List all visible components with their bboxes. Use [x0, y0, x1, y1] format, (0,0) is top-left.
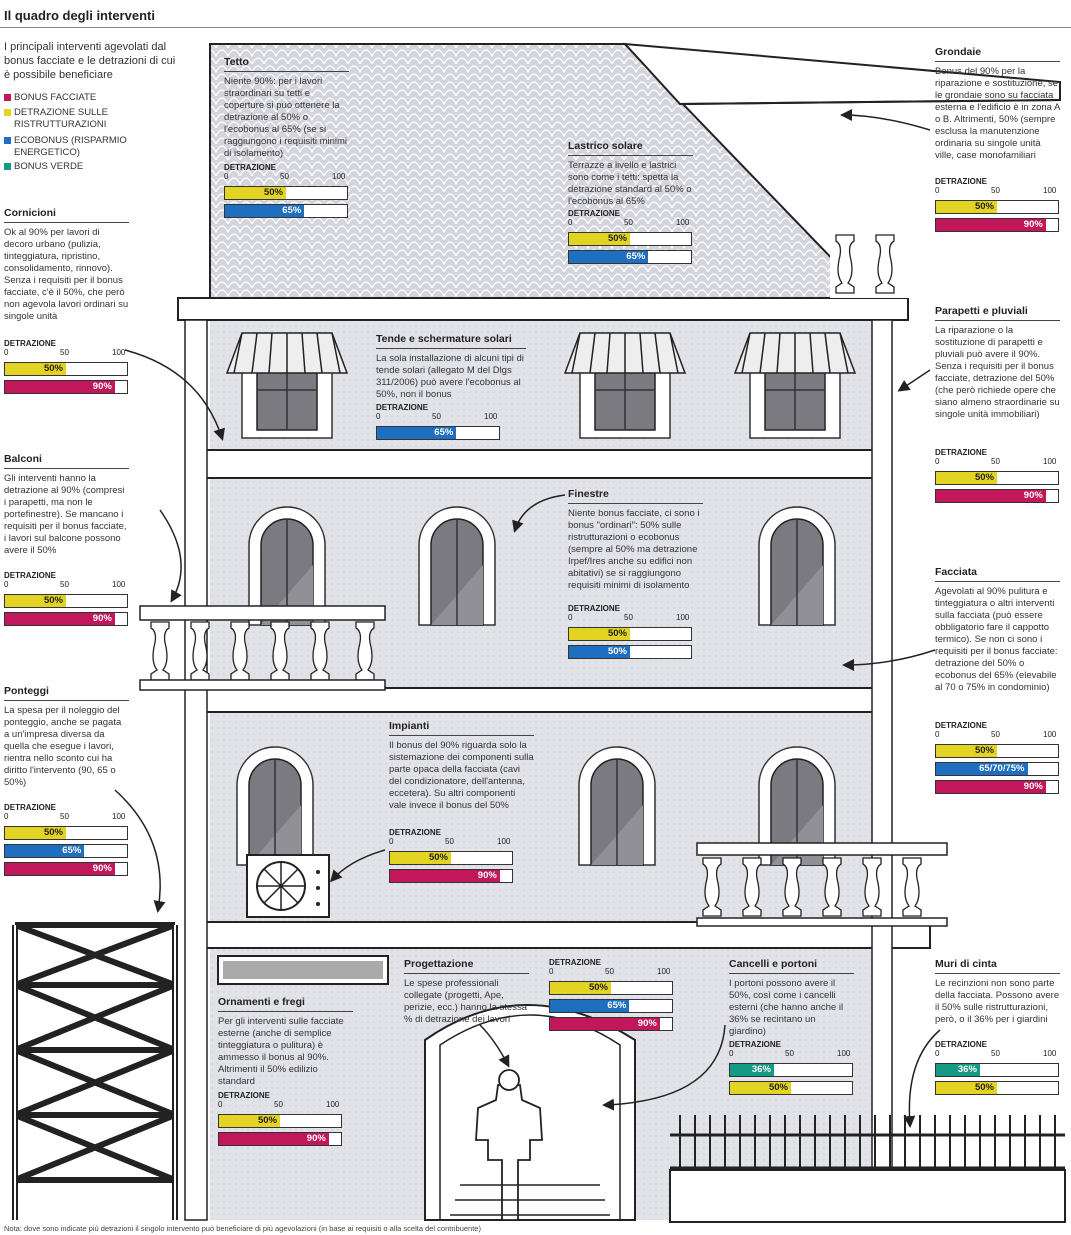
callout-text: Le spese professionali collegate (progetti, Ape, perizie, ecc.) hanno la stessa % di detrazione dei lavori — [404, 978, 528, 1025]
callout-text: I portoni possono avere il 50%, così come i cancelli esterni (che hanno anche il 36% se recintano un giardino) — [729, 978, 844, 1037]
bar-ristrutturazioni — [4, 826, 128, 840]
bar-value-label: 50% — [257, 1115, 277, 1126]
bar-bonus_facciate — [4, 380, 128, 394]
callout-title: Balconi — [4, 453, 129, 469]
legend-item-bonus-verde: BONUS VERDE — [4, 161, 83, 173]
bar-value-label: 50% — [43, 363, 63, 374]
bar-ecobonus — [376, 426, 500, 440]
scale-tick-label: 50 — [624, 613, 633, 622]
bar-value-label: 90% — [1023, 219, 1043, 230]
bar-bonus_facciate — [549, 1017, 673, 1031]
bar-scale — [935, 730, 1059, 740]
scale-tick-label: 50 — [60, 348, 69, 357]
detrazione-label: DETRAZIONE — [218, 1091, 270, 1100]
scale-tick-label: 0 — [389, 837, 394, 846]
detrazione-label: DETRAZIONE — [549, 958, 601, 967]
scale-tick-label: 100 — [326, 1100, 340, 1109]
detrazione-label: DETRAZIONE — [4, 339, 56, 348]
callout-text: Le recinzioni non sono parte della facciata. Possono avere il 50% sulle ristrutturazioni, però, o il 36% per i giardini — [935, 978, 1060, 1025]
bar-value-label: 50% — [607, 628, 627, 639]
scale-tick-label: 0 — [549, 967, 554, 976]
scale-tick-label: 100 — [1043, 186, 1057, 195]
scale-tick-label: 100 — [837, 1049, 851, 1058]
detrazione-label: DETRAZIONE — [4, 571, 56, 580]
bars-cornicioni — [4, 339, 128, 394]
bar-ristrutturazioni — [218, 1114, 342, 1128]
footnote: Nota: dove sono indicate più detrazioni il singolo intervento può beneficiare di più agevolazioni (in base ai requisiti o alla scelta del contribuente) — [4, 1224, 481, 1233]
callout-title: Ponteggi — [4, 685, 129, 701]
legend-item-bonus-facciate: BONUS FACCIATE — [4, 92, 96, 104]
bar-verde — [935, 1063, 1059, 1077]
scale-tick-label: 50 — [445, 837, 454, 846]
callout-text: Terrazze a livello e lastrici sono come i tetti: spetta la detrazione standard al 50% o l'ecobonus al 65% — [568, 160, 692, 207]
scale-tick-label: 50 — [280, 172, 289, 181]
bars-facciata — [935, 721, 1059, 794]
scale-tick-label: 0 — [224, 172, 229, 181]
bar-ecobonus — [568, 250, 692, 264]
bars-muri — [935, 1040, 1059, 1095]
bar-value-label: 90% — [1023, 490, 1043, 501]
callout-title: Parapetti e pluviali — [935, 305, 1060, 321]
callout-title: Progettazione — [404, 958, 529, 974]
scale-tick-label: 0 — [4, 812, 9, 821]
bar-ristrutturazioni — [935, 1081, 1059, 1095]
scale-tick-label: 50 — [991, 1049, 1000, 1058]
bar-scale — [549, 967, 673, 977]
bar-scale — [935, 186, 1059, 196]
bar-scale — [568, 613, 692, 623]
bar-scale — [4, 812, 128, 822]
bar-value-label: 50% — [607, 646, 627, 657]
bar-value-label: 90% — [637, 1018, 657, 1029]
bar-value-label: 50% — [768, 1082, 788, 1093]
bar-ristrutturazioni — [568, 232, 692, 246]
bar-value-label: 50% — [974, 201, 994, 212]
bar-scale — [568, 218, 692, 228]
bar-ristrutturazioni — [935, 744, 1059, 758]
callout-text: Bonus del 90% per la riparazione e sostituzione, se le grondaie sono su facciata esterna e l'edificio è in zona A o B. Altrimenti, 50% (sempre esclusa la manutenzione ordinaria su singole unità ville, case monofamiliari — [935, 66, 1060, 161]
bars-ornamenti — [218, 1091, 342, 1146]
scale-tick-label: 0 — [568, 613, 573, 622]
bar-ristrutturazioni — [549, 981, 673, 995]
callout-title: Tetto — [224, 56, 349, 72]
scale-tick-label: 0 — [729, 1049, 734, 1058]
bar-ristrutturazioni — [224, 186, 348, 200]
scale-tick-label: 50 — [991, 186, 1000, 195]
bar-scale — [224, 172, 348, 182]
bar-value-label: 50% — [428, 852, 448, 863]
scale-tick-label: 0 — [376, 412, 381, 421]
bar-scale — [4, 580, 128, 590]
bar-value-label: 90% — [92, 863, 112, 874]
detrazione-label: DETRAZIONE — [935, 448, 987, 457]
bar-bonus_facciate — [935, 218, 1059, 232]
bar-value-label: 90% — [92, 381, 112, 392]
bar-ristrutturazioni — [935, 200, 1059, 214]
bar-bonus_facciate — [4, 862, 128, 876]
detrazione-label: DETRAZIONE — [935, 1040, 987, 1049]
bar-ecobonus — [224, 204, 348, 218]
scale-tick-label: 100 — [332, 172, 346, 181]
callout-text: Niente bonus facciate, ci sono i bonus "ordinari": 50% sulle ristrutturazioni o ecobonus (sempre al 50% ma detrazione Irpef/Ires anche su edifici non abitativi) se si raggiungono requisiti minimi di isolamento — [568, 508, 700, 591]
bar-value-label: 90% — [92, 613, 112, 624]
bar-ristrutturazioni — [4, 362, 128, 376]
bar-bonus_facciate — [218, 1132, 342, 1146]
callout-text: Ok al 90% per lavori di decoro urbano (pulizia, tinteggiatura, ripristino, consolidamento, rinnovo). Senza i requisiti per il bonus facciate, c'è il 50%, che però non agevola lavori ordinari su singole unità — [4, 227, 129, 322]
bar-value-label: 90% — [306, 1133, 326, 1144]
detrazione-label: DETRAZIONE — [729, 1040, 781, 1049]
bar-ecobonus — [935, 762, 1059, 776]
bar-value-label: 36% — [751, 1064, 771, 1075]
bar-ecobonus — [4, 844, 128, 858]
callout-title: Impianti — [389, 720, 534, 736]
scale-tick-label: 100 — [112, 812, 126, 821]
scale-tick-label: 50 — [991, 730, 1000, 739]
bar-bonus_facciate — [935, 780, 1059, 794]
scale-tick-label: 50 — [605, 967, 614, 976]
bars-finestre — [568, 604, 692, 659]
callout-title: Lastrico solare — [568, 140, 693, 156]
bar-bonus_facciate — [935, 489, 1059, 503]
callout-title: Facciata — [935, 566, 1060, 582]
scale-tick-label: 0 — [568, 218, 573, 227]
bar-value-label: 50% — [974, 472, 994, 483]
bar-value-label: 90% — [1023, 781, 1043, 792]
bar-bonus_facciate — [389, 869, 513, 883]
detrazione-label: DETRAZIONE — [4, 803, 56, 812]
scale-tick-label: 0 — [4, 348, 9, 357]
scale-tick-label: 100 — [497, 837, 511, 846]
callout-title: Cancelli e portoni — [729, 958, 854, 974]
scale-tick-label: 0 — [935, 457, 940, 466]
scale-tick-label: 100 — [657, 967, 671, 976]
detrazione-label: DETRAZIONE — [389, 828, 441, 837]
scale-tick-label: 100 — [1043, 457, 1057, 466]
bars-cancelli — [729, 1040, 853, 1095]
bar-value-label: 65% — [607, 1000, 627, 1011]
detrazione-label: DETRAZIONE — [376, 403, 428, 412]
intro-text: I principali interventi agevolati dal bonus facciate e le detrazioni di cui è possibile beneficiare — [4, 41, 176, 81]
scale-tick-label: 50 — [60, 580, 69, 589]
bar-value-label: 50% — [43, 595, 63, 606]
detrazione-label: DETRAZIONE — [935, 721, 987, 730]
callout-text: Gli interventi hanno la detrazione al 90% (compresi i parapetti, ma non le portefinestre). Se mancano i requisiti per il bonus facciate, i lavori sul balcone possono avere il 50% — [4, 473, 127, 556]
bars-grondaie — [935, 177, 1059, 232]
bar-scale — [935, 457, 1059, 467]
scale-tick-label: 0 — [935, 730, 940, 739]
callout-title: Cornicioni — [4, 207, 129, 223]
callout-text: Per gli interventi sulle facciate esterne (anche di semplice tinteggiatura o pulitura) è ammesso il bonus al 90%. Altrimenti il 50% edilizio standard — [218, 1016, 344, 1087]
scale-tick-label: 0 — [935, 186, 940, 195]
bar-value-label: 50% — [607, 233, 627, 244]
bars-tetto — [224, 163, 348, 218]
callout-text: Agevolati al 90% pulitura e tinteggiatura o altri interventi sulla facciata (può essere obbligatorio fare il cappotto termico). Se non ci sono i requisiti per il bonus facciate: detrazione del 50% o ecobonus del 65% (elevabile al 70 o 75% in condominio) — [935, 586, 1058, 693]
bar-value-label: 65% — [62, 845, 82, 856]
callout-text: La spesa per il noleggio del ponteggio, anche se pagata a un'impresa diversa da quella che esegue i lavori, rientra nello sconto cui ha diritto l'intervento (90, 65 o 50%) — [4, 705, 122, 788]
bar-value-label: 65/70/75% — [979, 763, 1025, 774]
scale-tick-label: 100 — [112, 580, 126, 589]
bar-value-label: 50% — [974, 745, 994, 756]
bar-bonus_facciate — [4, 612, 128, 626]
detrazione-label: DETRAZIONE — [224, 163, 276, 172]
bar-value-label: 36% — [957, 1064, 977, 1075]
scale-tick-label: 100 — [112, 348, 126, 357]
scale-tick-label: 50 — [991, 457, 1000, 466]
bar-scale — [729, 1049, 853, 1059]
bars-balconi — [4, 571, 128, 626]
scale-tick-label: 0 — [4, 580, 9, 589]
bar-scale — [389, 837, 513, 847]
page-title: Il quadro degli interventi — [4, 8, 155, 23]
detrazione-label: DETRAZIONE — [568, 209, 620, 218]
scale-tick-label: 100 — [484, 412, 498, 421]
bar-ristrutturazioni — [568, 627, 692, 641]
bar-value-label: 50% — [43, 827, 63, 838]
bar-value-label: 50% — [588, 982, 608, 993]
bar-value-label: 50% — [263, 187, 283, 198]
bars-ponteggi — [4, 803, 128, 876]
bar-value-label: 65% — [626, 251, 646, 262]
bar-scale — [935, 1049, 1059, 1059]
callout-title: Ornamenti e fregi — [218, 996, 353, 1012]
callout-title: Tende e schermature solari — [376, 333, 526, 349]
callout-text: Niente 90%: per i lavori straordinari su tetti e coperture si può ottenere la detrazione al 50% o l'ecobonus al 65% (se si raggiungono i requisiti minimi di isolamento) — [224, 76, 348, 159]
callout-title: Finestre — [568, 488, 703, 504]
bar-verde — [729, 1063, 853, 1077]
bar-ecobonus — [549, 999, 673, 1013]
bar-ecobonus — [568, 645, 692, 659]
bars-parapetti — [935, 448, 1059, 503]
callout-text: La riparazione o la sostituzione di parapetti e pluviali può avere il 90%. Senza i requisiti per il bonus facciate, detrazione del 50% (che però richiede opere che siano almeno straordinarie su singole unità immobiliari) — [935, 325, 1060, 420]
bar-value-label: 65% — [282, 205, 302, 216]
legend-item-ecobonus: ECOBONUS (RISPARMIO ENERGETICO) — [4, 135, 154, 159]
bars-tende — [376, 403, 500, 440]
bar-scale — [376, 412, 500, 422]
callout-text: Il bonus del 90% riguarda solo la sistemazione dei componenti sulla parte opaca della facciata (cavi del condizionatore, dell'antenna, eccetera). Su altri componenti vale invece il bonus del 50% — [389, 740, 534, 811]
legend-item-ristrutturazioni: DETRAZIONE SULLE RISTRUTTURAZIONI — [4, 107, 124, 131]
detrazione-label: DETRAZIONE — [935, 177, 987, 186]
scale-tick-label: 100 — [676, 613, 690, 622]
bars-impianti — [389, 828, 513, 883]
scale-tick-label: 0 — [218, 1100, 223, 1109]
scale-tick-label: 50 — [432, 412, 441, 421]
scale-tick-label: 100 — [1043, 730, 1057, 739]
bar-ristrutturazioni — [935, 471, 1059, 485]
scale-tick-label: 50 — [60, 812, 69, 821]
bar-value-label: 90% — [477, 870, 497, 881]
bar-scale — [218, 1100, 342, 1110]
bar-ristrutturazioni — [729, 1081, 853, 1095]
callout-text: La sola installazione di alcuni tipi di tende solari (allegato M del Dlgs 311/2006) può avere l'ecobonus al 50%, non il bonus — [376, 353, 524, 400]
callout-title: Muri di cinta — [935, 958, 1060, 974]
scale-tick-label: 50 — [624, 218, 633, 227]
detrazione-label: DETRAZIONE — [568, 604, 620, 613]
bar-ristrutturazioni — [4, 594, 128, 608]
scale-tick-label: 0 — [935, 1049, 940, 1058]
callout-title: Grondaie — [935, 46, 1060, 62]
bar-value-label: 50% — [974, 1082, 994, 1093]
bar-ristrutturazioni — [389, 851, 513, 865]
bar-value-label: 65% — [434, 427, 454, 438]
scale-tick-label: 100 — [1043, 1049, 1057, 1058]
bars-lastrico — [568, 209, 692, 264]
scale-tick-label: 50 — [274, 1100, 283, 1109]
scale-tick-label: 100 — [676, 218, 690, 227]
bars-progettazione — [549, 958, 673, 1031]
scale-tick-label: 50 — [785, 1049, 794, 1058]
bar-scale — [4, 348, 128, 358]
